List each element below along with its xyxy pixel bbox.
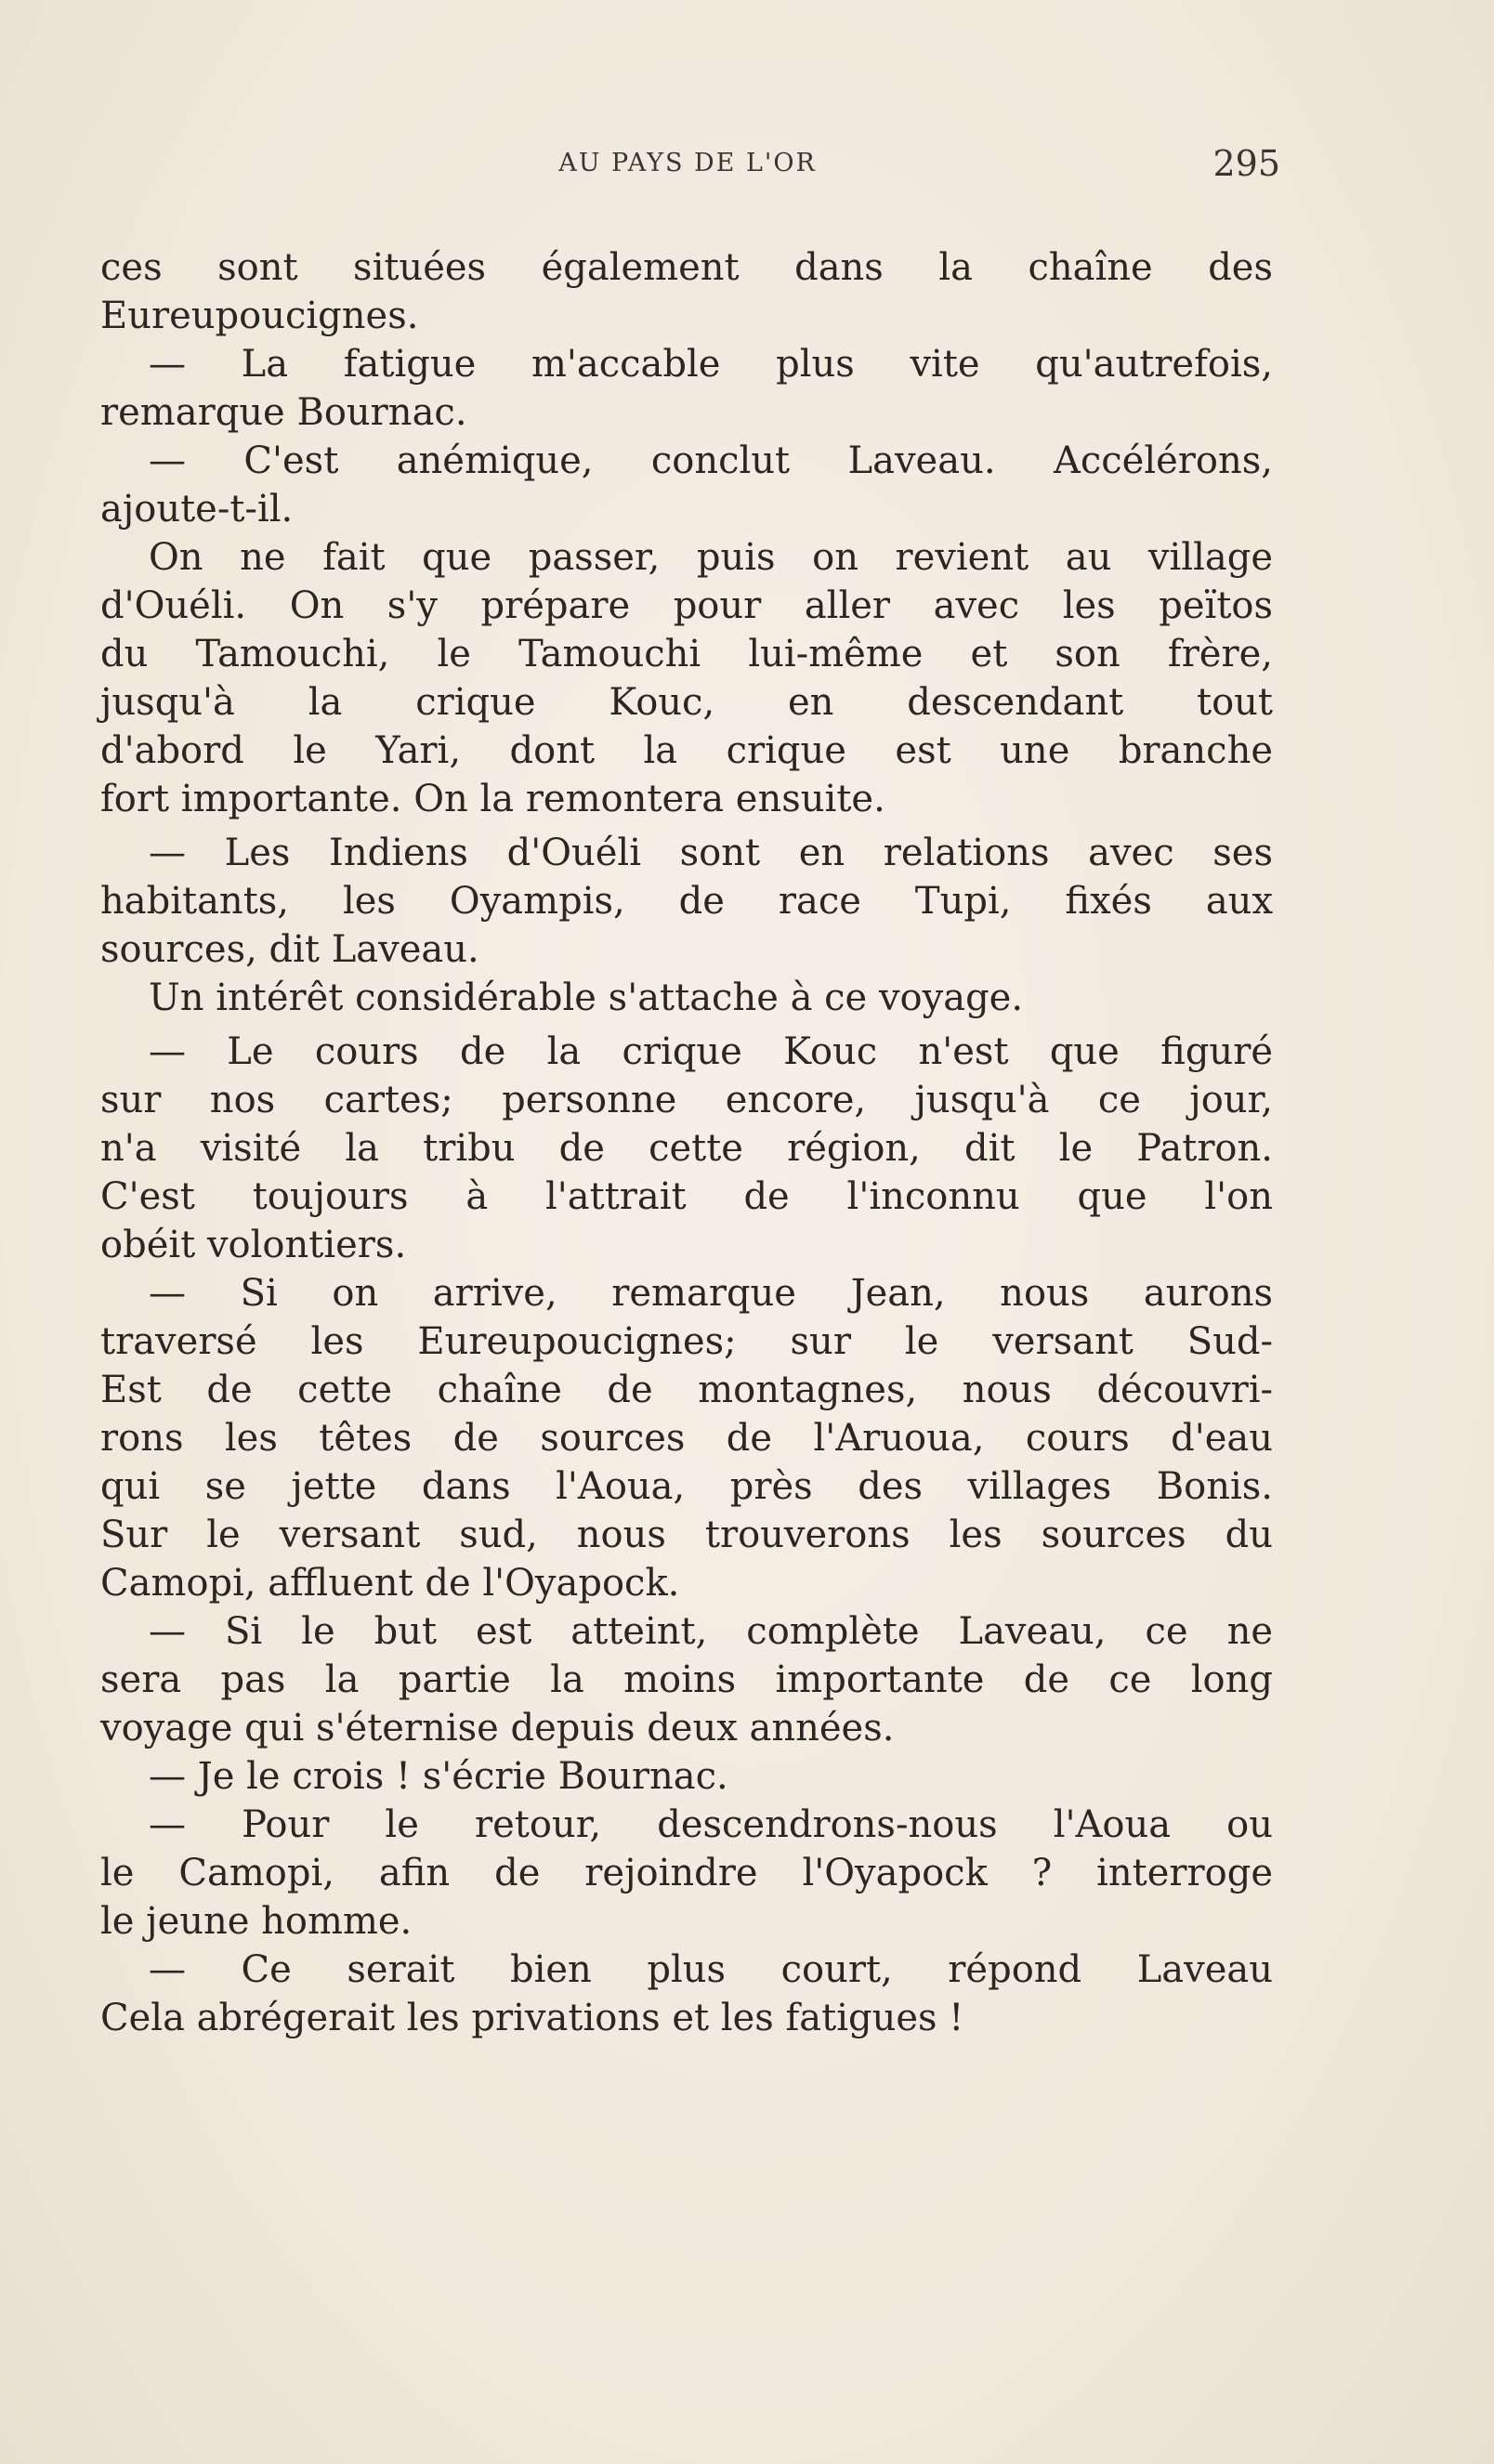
text-line: voyage qui s'éternise depuis deux années.	[100, 1707, 895, 1750]
text-line: remarque Bournac.	[100, 391, 467, 434]
text-line: Est de cette chaîne de montagnes, nous découvri-	[100, 1369, 1273, 1411]
text-line: — Si on arrive, remarque Jean, nous aurons	[149, 1272, 1273, 1315]
text-line: ajoute-t-il.	[100, 488, 294, 531]
text-line: — La fatigue m'accable plus vite qu'autrefois,	[149, 343, 1273, 386]
text-line: qui se jette dans l'Aoua, près des villages Bonis.	[100, 1465, 1273, 1508]
text-line: jusqu'à la crique Kouc, en descendant tout	[100, 681, 1273, 724]
running-head-title: AU PAYS DE L'OR	[558, 149, 817, 177]
text-line: d'abord le Yari, dont la crique est une branche	[100, 729, 1273, 772]
text-line: sera pas la partie la moins importante de ce long	[100, 1658, 1273, 1701]
text-line: — Si le but est atteint, complète Laveau, ce ne	[149, 1610, 1273, 1653]
text-line: Cela abrégerait les privations et les fatigues !	[100, 1997, 964, 2039]
text-line: du Tamouchi, le Tamouchi lui-même et son frère,	[100, 633, 1273, 675]
text-line: — C'est anémique, conclut Laveau. Accélérons,	[149, 439, 1273, 482]
text-line: C'est toujours à l'attrait de l'inconnu que l'on	[100, 1175, 1273, 1218]
text-line: — Je le crois ! s'écrie Bournac.	[149, 1755, 728, 1798]
text-line: d'Ouéli. On s'y prépare pour aller avec les peïtos	[100, 584, 1273, 627]
text-line: fort importante. On la remontera ensuite.	[100, 778, 885, 820]
text-line: — Le cours de la crique Kouc n'est que figuré	[149, 1030, 1273, 1073]
text-body	[100, 243, 1273, 2042]
text-line: obéit volontiers.	[100, 1224, 407, 1266]
text-line: rons les têtes de sources de l'Aruoua, cours d'eau	[100, 1417, 1273, 1460]
text-line: le Camopi, afin de rejoindre l'Oyapock ? interroge	[100, 1852, 1273, 1894]
text-line: — Les Indiens d'Ouéli sont en relations avec ses	[149, 832, 1273, 874]
text-line: Un intérêt considérable s'attache à ce voyage.	[149, 976, 1024, 1019]
text-line: Sur le versant sud, nous trouverons les sources du	[100, 1514, 1273, 1556]
text-line: ces sont situées également dans la chaîne des	[100, 246, 1273, 289]
text-line: sur nos cartes; personne encore, jusqu'à ce jour,	[100, 1079, 1273, 1121]
page-number: 295	[1212, 143, 1280, 184]
text-line: — Pour le retour, descendrons-nous l'Aoua ou	[149, 1803, 1273, 1846]
text-line: le jeune homme.	[100, 1900, 413, 1943]
text-line: sources, dit Laveau.	[100, 928, 479, 971]
text-line: — Ce serait bien plus court, répond Laveau	[149, 1948, 1273, 1991]
text-line: Eureupoucignes.	[100, 295, 419, 337]
running-head	[102, 143, 1280, 195]
text-line: On ne fait que passer, puis on revient au village	[149, 536, 1273, 579]
text-line: n'a visité la tribu de cette région, dit le Patron.	[100, 1127, 1273, 1170]
text-line: traversé les Eureupoucignes; sur le versant Sud-	[100, 1320, 1273, 1363]
text-line: Camopi, affluent de l'Oyapock.	[100, 1562, 680, 1605]
text-line: habitants, les Oyampis, de race Tupi, fixés aux	[100, 880, 1273, 923]
